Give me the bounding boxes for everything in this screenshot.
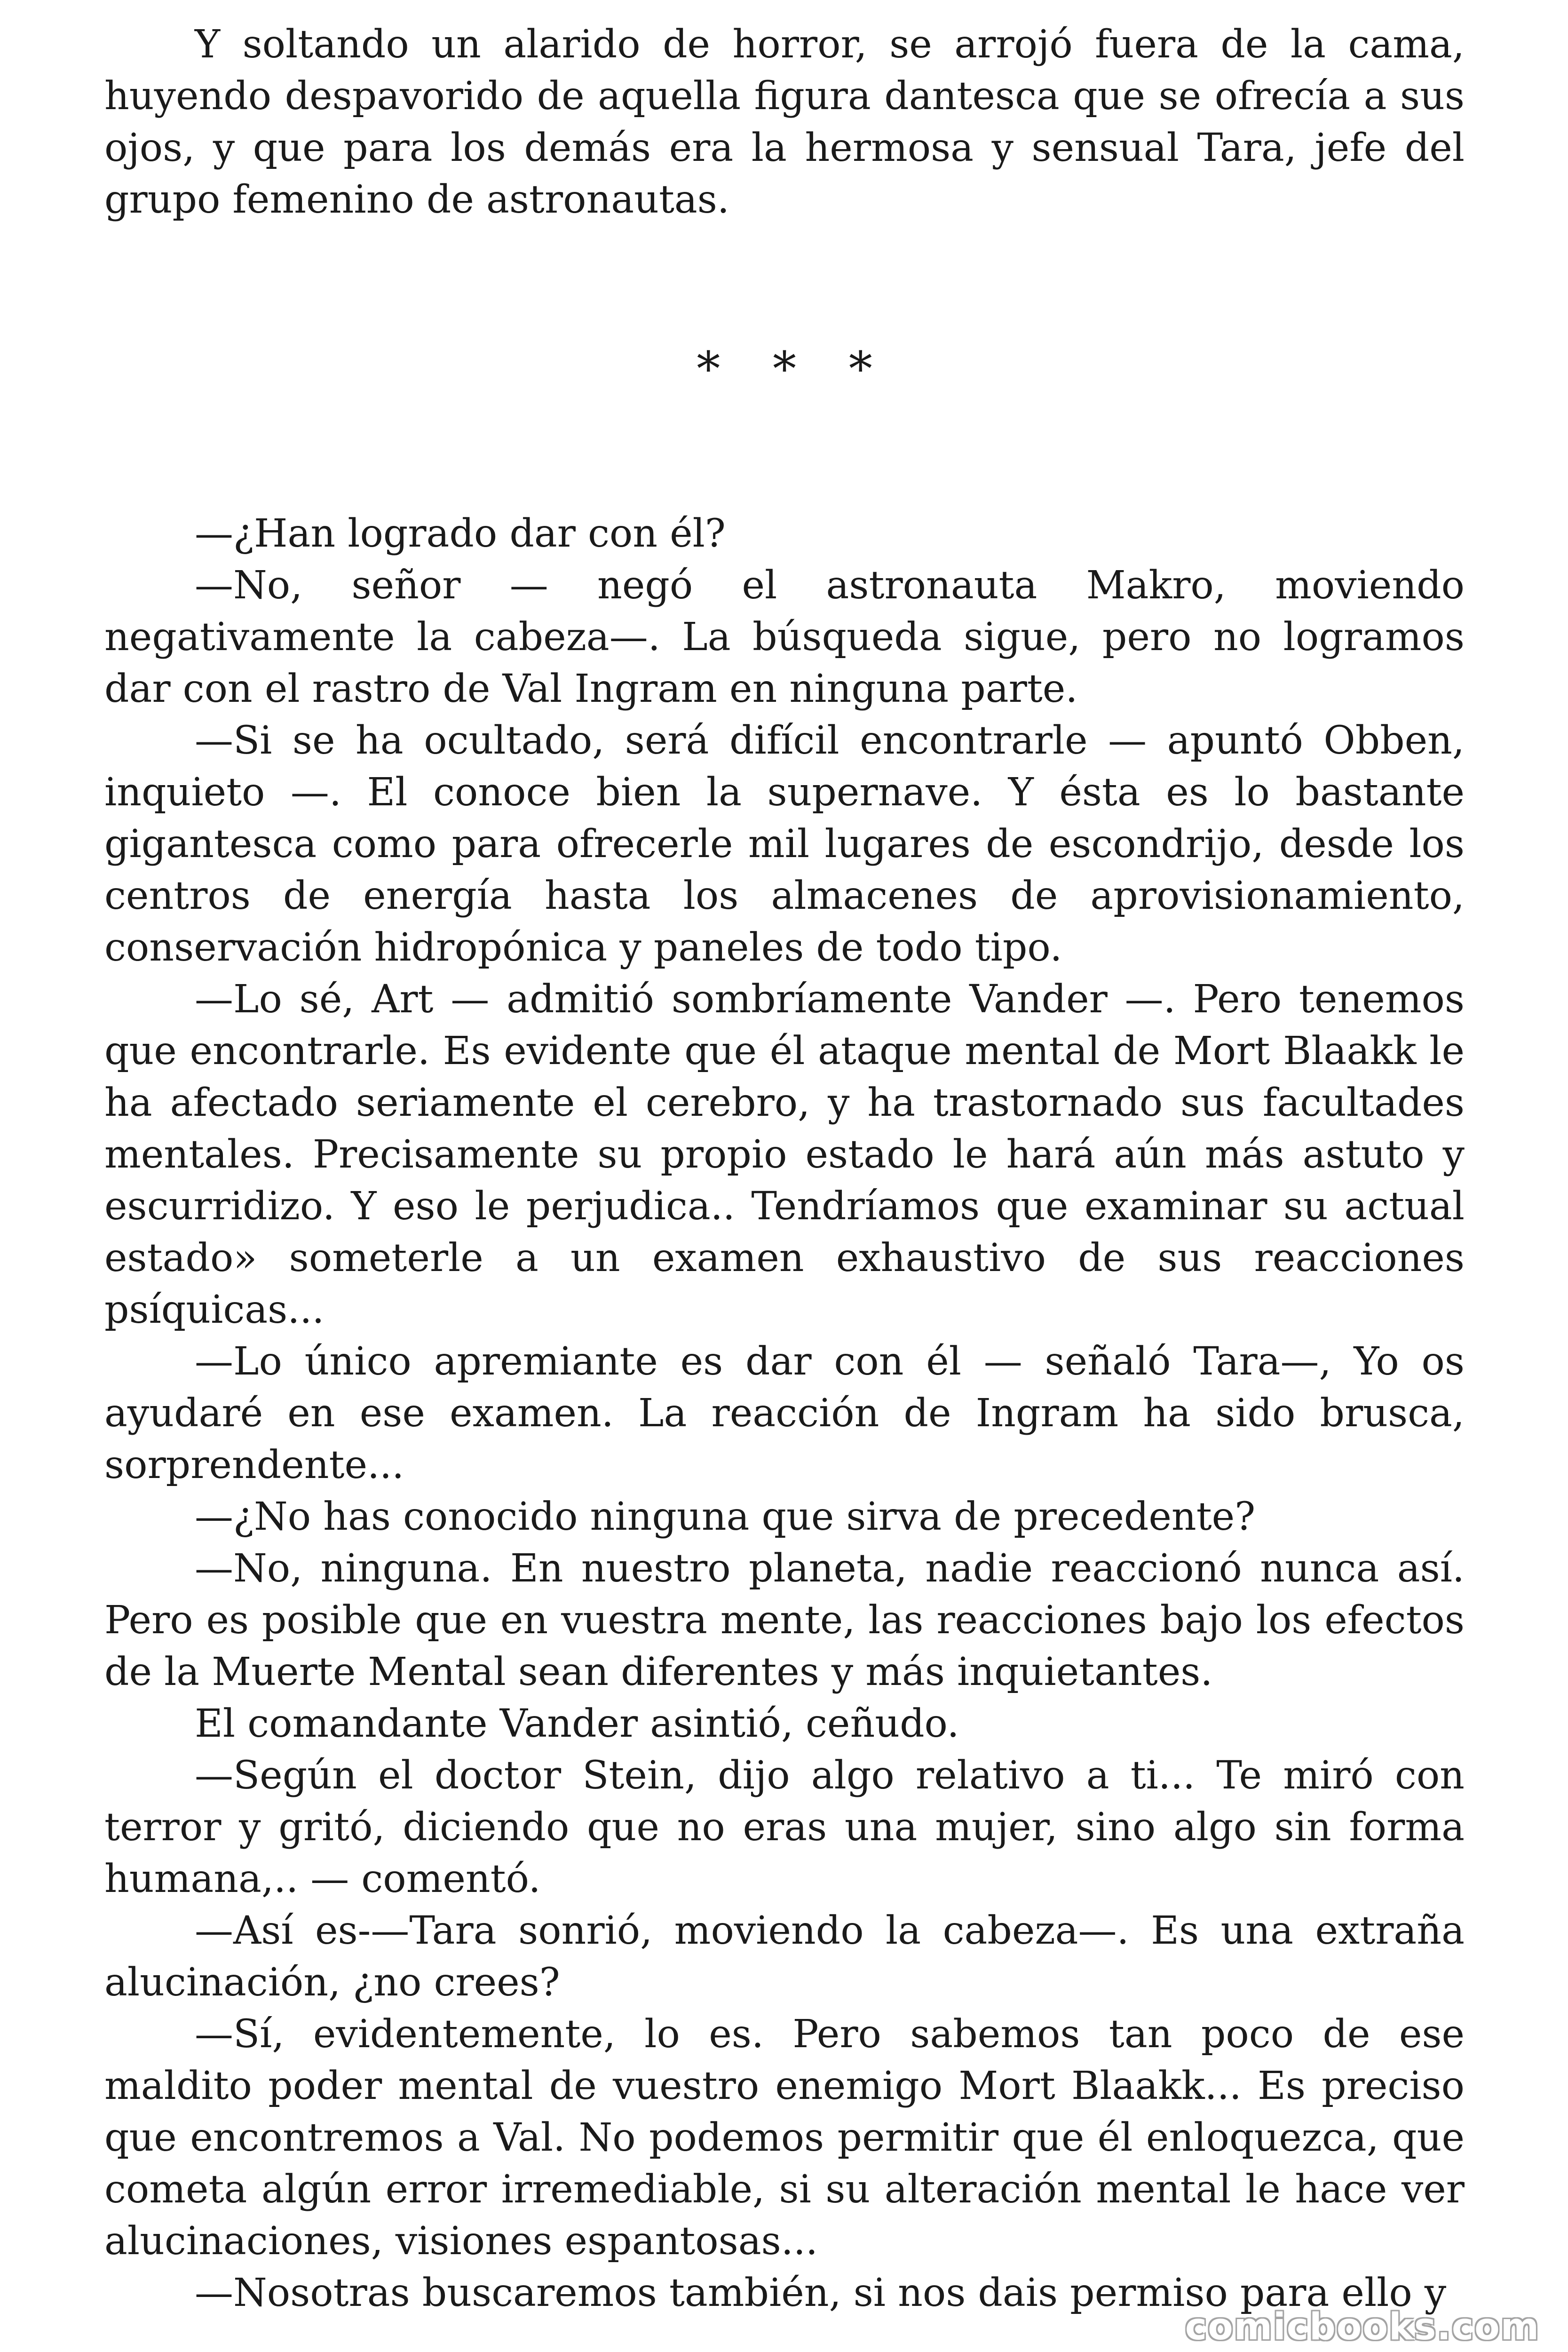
paragraph-2: —No, señor — negó el astronauta Makro, moviendo negativamente la cabeza—. La búsqueda sigue, pero no logramos dar con el rastro de Val Ingram en ninguna parte. [104, 563, 1465, 711]
paragraph-11: —Sí, evidentemente, lo es. Pero sabemos tan poco de ese maldito poder mental de vuestro enemigo Mort Blaakk... Es preciso que encontremos a Val. No podemos permitir que él enloquezca, que cometa algún error irremediable, si su alteración mental le hace ver alucinaciones, visiones espantosas... [104, 2012, 1465, 2264]
opening-paragraph: Y soltando un alarido de horror, se arrojó fuera de la cama, huyendo despavorido de aquella figura dantesca que se ofrecía a sus ojos, y que para los demás era la hermosa y sensual Tara, jefe del grupo femenino de astronautas. [104, 22, 1465, 222]
paragraph-1: —¿Han logrado dar con él? [195, 511, 726, 556]
paragraph-8: El comandante Vander asintió, ceñudo. [195, 1701, 959, 1746]
paragraph-12: —Nosotras buscaremos también, si nos dais permiso para ello y [195, 2271, 1447, 2315]
paragraph-4: —Lo sé, Art — admitió sombríamente Vander —. Pero tenemos que encontrarle. Es evidente que él ataque mental de Mort Blaakk le ha afectado seriamente el cerebro, y ha trastornado sus facultades mentales. Precisamente su propio estado le hará aún más astuto y escurridizo. Y eso le perjudica.. Tendríamos que examinar su actual estado» someterle a un examen exhaustivo de sus reacciones psíquicas... [104, 977, 1465, 1332]
scene-separator: * * * [697, 342, 891, 397]
paragraph-9: —Según el doctor Stein, dijo algo relativo a ti... Te miró con terror y gritó, diciendo que no eras una mujer, sino algo sin forma humana,.. — comentó. [104, 1753, 1465, 1901]
paragraph-3: —Si se ha ocultado, será difícil encontrarle — apuntó Obben, inquieto —. El conoce bien la supernave. Y ésta es lo bastante gigantesca como para ofrecerle mil lugares de escondrijo, desde los centros de energía hasta los almacenes de aprovisionamiento, conservación hidropónica y paneles de todo tipo. [104, 718, 1465, 970]
paragraph-5: —Lo único apremiante es dar con él — señaló Tara—, Yo os ayudaré en ese examen. La reacción de Ingram ha sido brusca, sorprendente... [104, 1339, 1465, 1487]
paragraph-7: —No, ninguna. En nuestro planeta, nadie reaccionó nunca así. Pero es posible que en vuestra mente, las reacciones bajo los efectos de la Muerte Mental sean diferentes y más inquietantes. [104, 1546, 1465, 1694]
paragraph-10: —Así es-—Tara sonrió, moviendo la cabeza—. Es una extraña alucinación, ¿no crees? [104, 1908, 1465, 2005]
book-page [104, 19, 1465, 2319]
watermark-logo: comicbooks.com [1185, 2306, 1540, 2348]
paragraph-6: —¿No has conocido ninguna que sirva de precedente? [195, 1494, 1256, 1539]
